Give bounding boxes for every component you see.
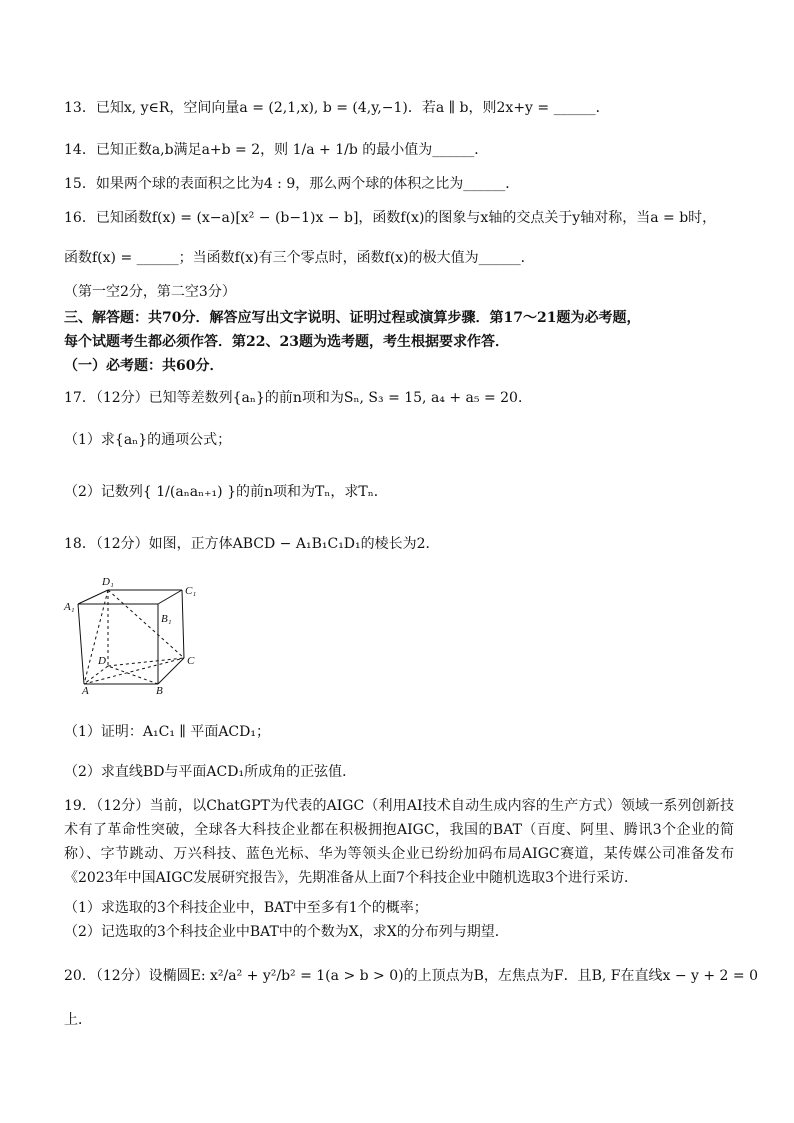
vertex-label-c1: C₁ [185,585,197,597]
question-18-part1: （1）证明：A₁C₁ ∥ 平面ACD₁； [64,724,270,740]
question-17: 17．（12分）已知等差数列{aₙ}的前n项和为Sₙ, S₃ = 15, a₄ + a₅ = 20． [64,390,532,406]
vertex-label-c: C [187,655,195,667]
section-3-heading-line2: 每个试题考生都必须作答．第22、23题为选考题，考生根据要求作答． [64,334,509,350]
cube-figure [62,572,202,696]
question-19: 19．（12分）当前，以ChatGPT为代表的AIGC（利用AI技术自动生成内容的生产方式）领域一系列创新技术有了革命性突破，全球各大科技企业都在积极拥抱AIGC，我国的BAT（百度、阿里、腾讯3个企业的简称）、字节跳动、万兴科技、蓝色光标、华为等领头企业已纷纷加码布局AIGC赛道，某传媒公司准备发布《2023年中国AIGC发展研究报告》，先期准备从上面7个科技企业中随机选取3个进行采访． [64,798,734,886]
vertex-label-b: B [156,685,163,696]
question-16-line2: 函数f(x) = ______；当函数f(x)有三个零点时，函数f(x)的极大值为______． [64,250,535,266]
question-20-line2: 上． [64,1012,92,1028]
question-13: 13．已知x, y∈R，空间向量a = (2,1,x), b = (4,y,−1)．若a ∥ b，则2x+y = ______． [64,100,610,116]
question-15: 15．如果两个球的表面积之比为4 : 9，那么两个球的体积之比为______． [64,176,520,192]
vertex-label-d1: D₁ [102,576,114,588]
question-16-note: （第一空2分，第二空3分） [64,284,236,300]
question-19-part2: （2）记选取的3个科技企业中BAT中的个数为X，求X的分布列与期望． [64,924,509,940]
question-18-part2: （2）求直线BD与平面ACD₁所成角的正弦值． [64,764,357,780]
question-19-part1: （1）求选取的3个科技企业中，BAT中至多有1个的概率； [64,900,428,916]
question-20-line1: 20．（12分）设椭圆E: x²/a² + y²/b² = 1(a > b > 0)的上顶点为B，左焦点为F．且B, F在直线x − y + 2 = 0 [64,968,758,984]
question-18: 18．（12分）如图，正方体ABCD − A₁B₁C₁D₁的棱长为2． [64,536,440,552]
question-16-line1: 16．已知函数f(x) = (x−a)[x² − (b−1)x − b]，函数f(x)的图象与x轴的交点关于y轴对称，当a = b时， [64,210,717,226]
part-1-heading: （一）必考题：共60分． [64,358,224,374]
question-17-part2: （2）记数列{ 1/(aₙaₙ₊₁) }的前n项和为Tₙ，求Tₙ． [64,484,388,500]
vertex-label-a: A [82,685,89,696]
question-17-part1: （1）求{aₙ}的通项公式； [64,432,232,448]
question-14: 14．已知正数a,b满足a+b = 2，则 1/a + 1/b 的最小值为______． [64,142,489,158]
vertex-label-a1: A₁ [64,601,75,613]
vertex-label-d: D [98,655,106,667]
section-3-heading-line1: 三、解答题：共70分．解答应写出文字说明、证明过程或演算步骤．第17～21题为必考题， [64,310,641,326]
vertex-label-b1: B₁ [161,613,172,625]
